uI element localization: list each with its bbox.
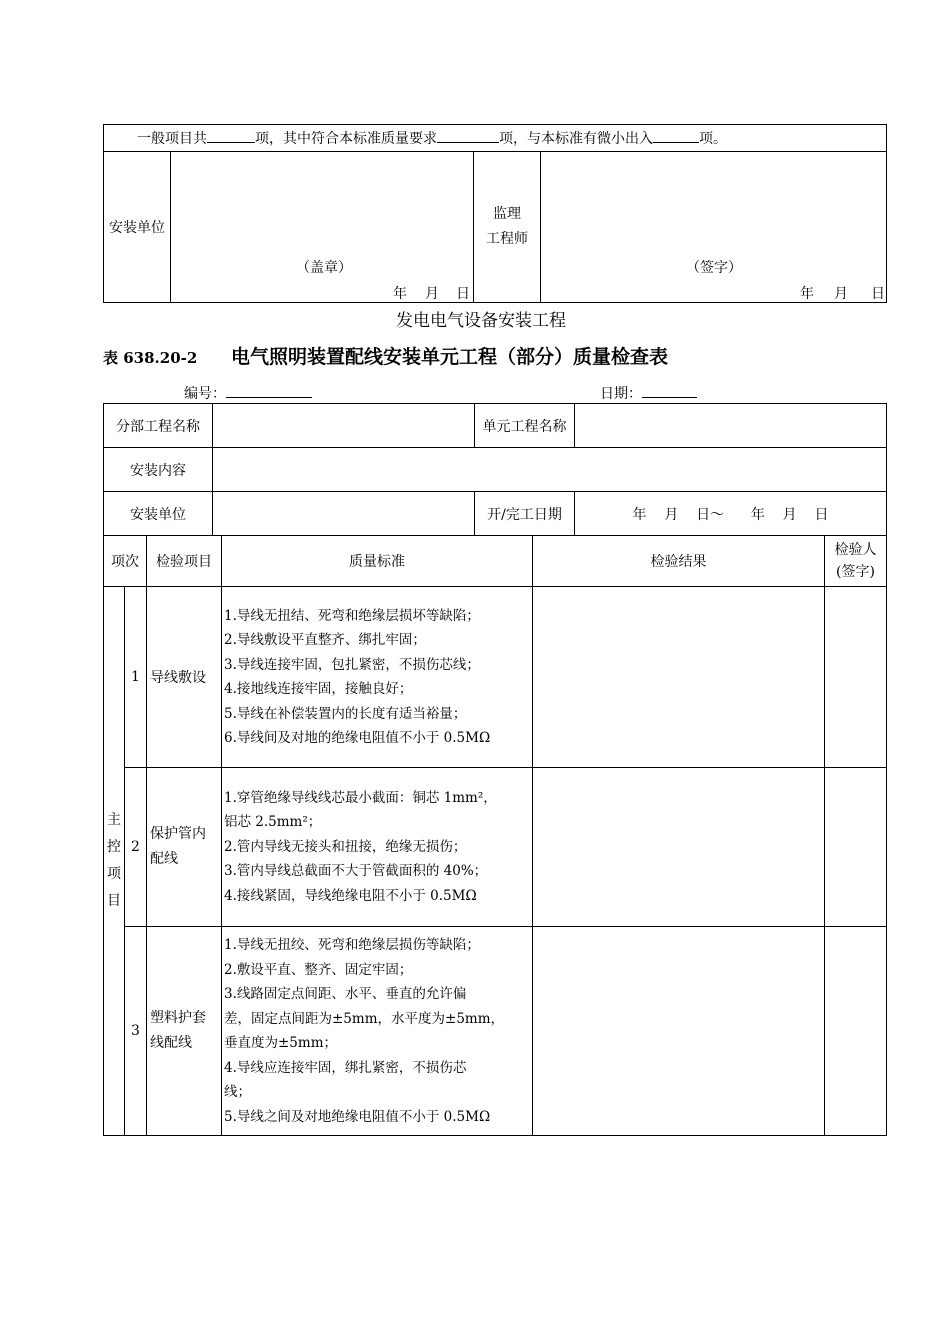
row-number: 3 [125, 927, 147, 1136]
supervisor-date-day: 日 [871, 286, 885, 302]
number-label: 编号： [184, 386, 226, 402]
general-count-blank [207, 130, 255, 143]
row-standard [222, 587, 533, 768]
install-date-day: 日 [456, 286, 470, 302]
date-field [600, 383, 697, 403]
standard-line: 铝芯 2.5mm²； [224, 814, 322, 831]
install-unit-stamp-cell [171, 152, 474, 303]
install-content-label: 安装内容 [104, 448, 213, 492]
standard-line: 1.导线无扭绞、死弯和绝缘层损伤等缺陷； [224, 937, 480, 953]
sub-project-value [213, 404, 475, 448]
standard-line: 2.敷设平直、整齐、固定牢固； [224, 961, 413, 978]
standard-line: 垂直度为±5mm； [224, 1035, 338, 1051]
item-no-header: 项次 [104, 536, 147, 587]
table-number: 表 638.20-2 [103, 349, 198, 367]
period-value: 年 月 日～ 年 月 日 [575, 492, 887, 536]
inspector-header-line2: (签字) [836, 564, 875, 580]
unit-project-value [575, 404, 887, 448]
general-items-summary [104, 125, 887, 152]
standard-line: 6.导线间及对地的绝缘电阻值不小于 0.5MΩ [224, 730, 491, 746]
minor-deviation-count-blank [653, 130, 699, 143]
standard-line: 线； [224, 1084, 251, 1100]
row-result [533, 768, 825, 927]
period-label: 开/完工日期 [475, 492, 575, 536]
unit-project-label: 单元工程名称 [475, 404, 575, 448]
standard-line: 4.接线紧固，导线绝缘电阻不小于 0.5MΩ [224, 887, 477, 904]
row-result [533, 927, 825, 1136]
signoff-table [103, 124, 887, 303]
standard-line: 5.导线之间及对地绝缘电阻值不小于 0.5MΩ [224, 1108, 491, 1125]
row-item-line: 配线 [150, 851, 178, 867]
row-number: 2 [125, 768, 147, 927]
table-title: 电气照明装置配线安装单元工程（部分）质量检查表 [231, 346, 669, 368]
row-inspector [825, 927, 887, 1136]
install-unit-info-label: 安装单位 [104, 492, 213, 536]
install-date-year: 年 [393, 286, 407, 302]
row-inspector [825, 768, 887, 927]
inspector-header [825, 536, 887, 587]
item-header: 检验项目 [147, 536, 222, 587]
table-row [104, 927, 887, 1136]
standard-line: 4.导线应连接牢固，绑扎紧密，不损伤芯 [224, 1059, 467, 1076]
install-date-month: 月 [425, 286, 439, 302]
standard-header: 质量标准 [222, 536, 533, 587]
table-row [104, 587, 887, 768]
row-item-line: 塑料护套 [150, 1010, 206, 1026]
row-item [147, 587, 222, 768]
row-item [147, 768, 222, 927]
stamp-label: （盖章） [296, 260, 352, 276]
standard-line: 2.管内导线无接头和扭接，绝缘无损伤； [224, 838, 467, 855]
install-unit-info-value [213, 492, 475, 536]
supervisor-label-line2: 工程师 [486, 231, 528, 247]
row-item-line: 导线敷设 [150, 670, 206, 686]
standard-line: 差，固定点间距为±5mm，水平度为±5mm， [224, 1010, 505, 1027]
section-title: 发电电气设备安装工程 [396, 311, 566, 331]
standard-line: 1.导线无扭结、死弯和绝缘层损坏等缺陷； [224, 607, 480, 624]
row-number: 1 [125, 587, 147, 768]
group-char: 控 [107, 839, 121, 855]
summary-text-4: 项。 [699, 131, 727, 147]
sub-project-label: 分部工程名称 [104, 404, 213, 448]
number-field [184, 383, 312, 403]
install-content-value [213, 448, 887, 492]
standard-line: 4.接地线连接牢固，接触良好； [224, 681, 413, 697]
standard-line: 3.管内导线总截面不大于管截面积的 40%； [224, 863, 488, 880]
supervisor-date-year: 年 [800, 286, 814, 302]
info-table [103, 403, 887, 536]
group-char: 主 [107, 812, 121, 828]
table-row [104, 768, 887, 927]
row-result [533, 587, 825, 768]
date-label: 日期： [600, 386, 642, 402]
row-item-line: 保护管内 [150, 826, 206, 842]
row-standard [222, 768, 533, 927]
number-blank [226, 385, 312, 398]
standard-line: 1.穿管绝缘导线线芯最小截面：铜芯 1mm²， [224, 789, 497, 806]
result-header: 检验结果 [533, 536, 825, 587]
sign-label: （签字） [686, 260, 742, 276]
standard-line: 3.导线连接牢固，包扎紧密，不损伤芯线； [224, 656, 480, 673]
main-control-group-label [104, 587, 125, 1136]
standard-line: 2.导线敷设平直整齐、绑扎牢固； [224, 632, 426, 648]
group-char: 目 [107, 893, 121, 909]
install-unit-label: 安装单位 [104, 152, 171, 303]
inspection-table [103, 535, 887, 1136]
summary-text-3: 项，与本标准有微小出入 [499, 131, 653, 147]
row-item [147, 927, 222, 1136]
summary-text-2: 项，其中符合本标准质量要求 [255, 131, 437, 147]
conforming-count-blank [437, 130, 499, 143]
row-standard [222, 927, 533, 1136]
standard-line: 5.导线在补偿装置内的长度有适当裕量； [224, 705, 467, 722]
row-inspector [825, 587, 887, 768]
supervisor-date-month: 月 [834, 286, 848, 302]
standard-line: 3.线路固定点间距、水平、垂直的允许偏 [224, 986, 467, 1002]
inspector-header-line1: 检验人 [834, 542, 877, 558]
row-item-line: 线配线 [150, 1035, 192, 1051]
date-blank [642, 385, 697, 398]
supervisor-label-line1: 监理 [493, 206, 521, 222]
supervisor-sign-cell [541, 152, 887, 303]
group-char: 项 [107, 866, 121, 882]
supervisor-label [474, 152, 541, 303]
summary-text-1: 一般项目共 [137, 131, 207, 147]
